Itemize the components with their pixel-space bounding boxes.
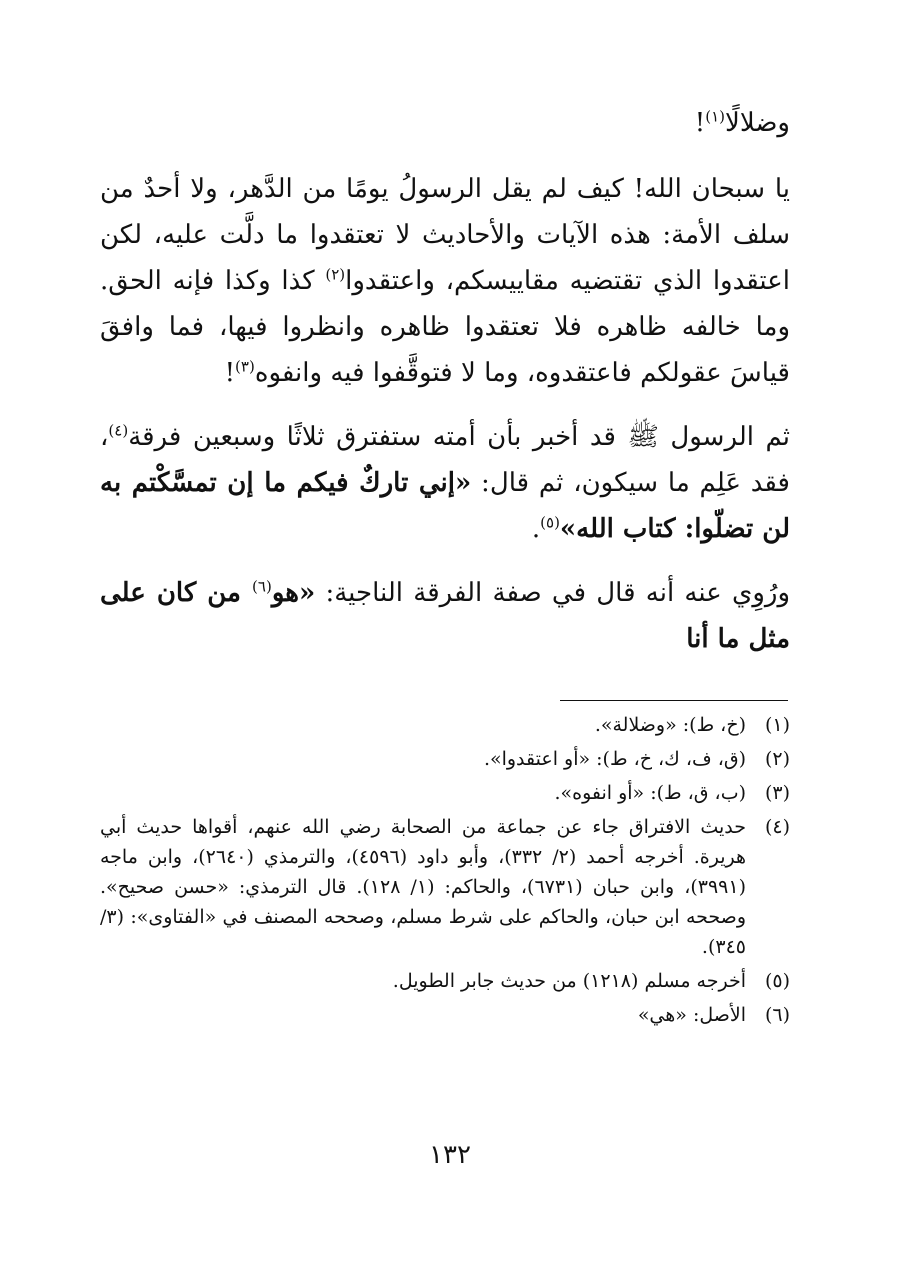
footnote-ref-4[interactable]: (٤) [108,421,129,440]
footnote-text: (ق، ف، ك، خ، ط): «أو اعتقدوا». [483,748,746,770]
hadith-quote: «إني تاركٌ فيكم ما إن تمسَّكْتم به لن تضلّوا: كتاب الله» [100,468,790,544]
footnote-number: (١) [764,714,790,736]
footnote-item [100,1000,790,1030]
footnotes-list [100,710,790,1034]
paragraph-2 [100,166,790,396]
paragraph-2-text-b: كذا وكذا فإنه الحق. وما خالفه ظاهره فلا تعتقدوا ظاهره وانظروا فيها، فما وافقَ قياسَ عقولكم فاعتقدوه، وما لا فتوقَّفوا فيه وانفوه [100,266,790,388]
paragraph-1-text: وضلالًا [725,108,790,138]
footnote-item [100,966,790,996]
paragraph-3-tail: . [531,514,541,544]
footnote-ref-6[interactable]: (٦) [252,577,272,596]
footnote-text: (ب، ق، ط): «أو انفوه». [554,782,746,804]
footnote-text: الأصل: «هي» [637,1004,746,1026]
paragraph-4 [100,570,790,662]
footnote-number: (٢) [764,748,790,770]
paragraph-1-tail: ! [694,108,706,138]
paragraph-4-quote-a: «هو [271,578,316,608]
footnote-ref-1[interactable]: (١) [705,107,726,126]
footnote-item [100,778,790,808]
footnote-number: (٦) [764,1004,790,1026]
paragraph-2-text-a: يا سبحان الله! كيف لم يقل الرسولُ يومًا من الدَّهر، ولا أحدٌ من سلف الأمة: هذه الآيات والأحاديث لا تعتقدوا ما دلَّت عليه، لكن اعتقدوا الذي تقتضيه مقاييسكم، واعتقدوا [100,174,790,296]
footnote-text: (خ، ط): «وضلالة». [594,714,746,736]
paragraph-3-text-b: ، فقد عَلِم ما سيكون، ثم قال: [100,422,790,498]
footnote-separator [560,700,788,701]
footnote-item [100,744,790,774]
footnote-text: أخرجه مسلم (١٢١٨) من حديث جابر الطويل. [392,970,746,992]
footnote-number: (٣) [764,782,790,804]
footnote-ref-3[interactable]: (٣) [235,357,255,376]
footnote-ref-2[interactable]: (٢) [325,265,346,284]
footnote-item [100,710,790,740]
paragraph-4-text-a: ورُوِي عنه أنه قال في صفة الفرقة الناجية: [315,578,791,608]
paragraph-3-text-a: ثم الرسول ﷺ قد أخبر بأن أمته ستفترق ثلاثًا وسبعين فرقة [128,422,790,452]
paragraph-1 [100,100,790,146]
footnote-number: (٤) [764,816,790,838]
footnote-item [100,812,790,962]
footnote-text: حديث الافتراق جاء عن جماعة من الصحابة رضي الله عنهم، أقواها حديث أبي هريرة. أخرجه أحمد (٢/ ٣٣٢)، وأبو داود (٤٥٩٦)، والترمذي (٢٦٤٠)، وابن ماجه (٣٩٩١)، وابن حبان (٦٧٣١)، والحاكم: (١/ ١٢٨). قال الترمذي: «حسن صحيح». وصححه ابن حبان، والحاكم على شرط مسلم، وصححه المصنف في «الفتاوى»: (٣/ ٣٤٥). [100,816,746,958]
paragraph-2-tail: ! [224,358,236,388]
paragraph-4-quote-b: من كان على مثل ما أنا [100,578,790,654]
footnote-number: (٥) [764,970,790,992]
paragraph-3 [100,414,790,552]
page-number: ١٣٢ [429,1140,471,1170]
footnote-ref-5[interactable]: (٥) [540,513,560,532]
